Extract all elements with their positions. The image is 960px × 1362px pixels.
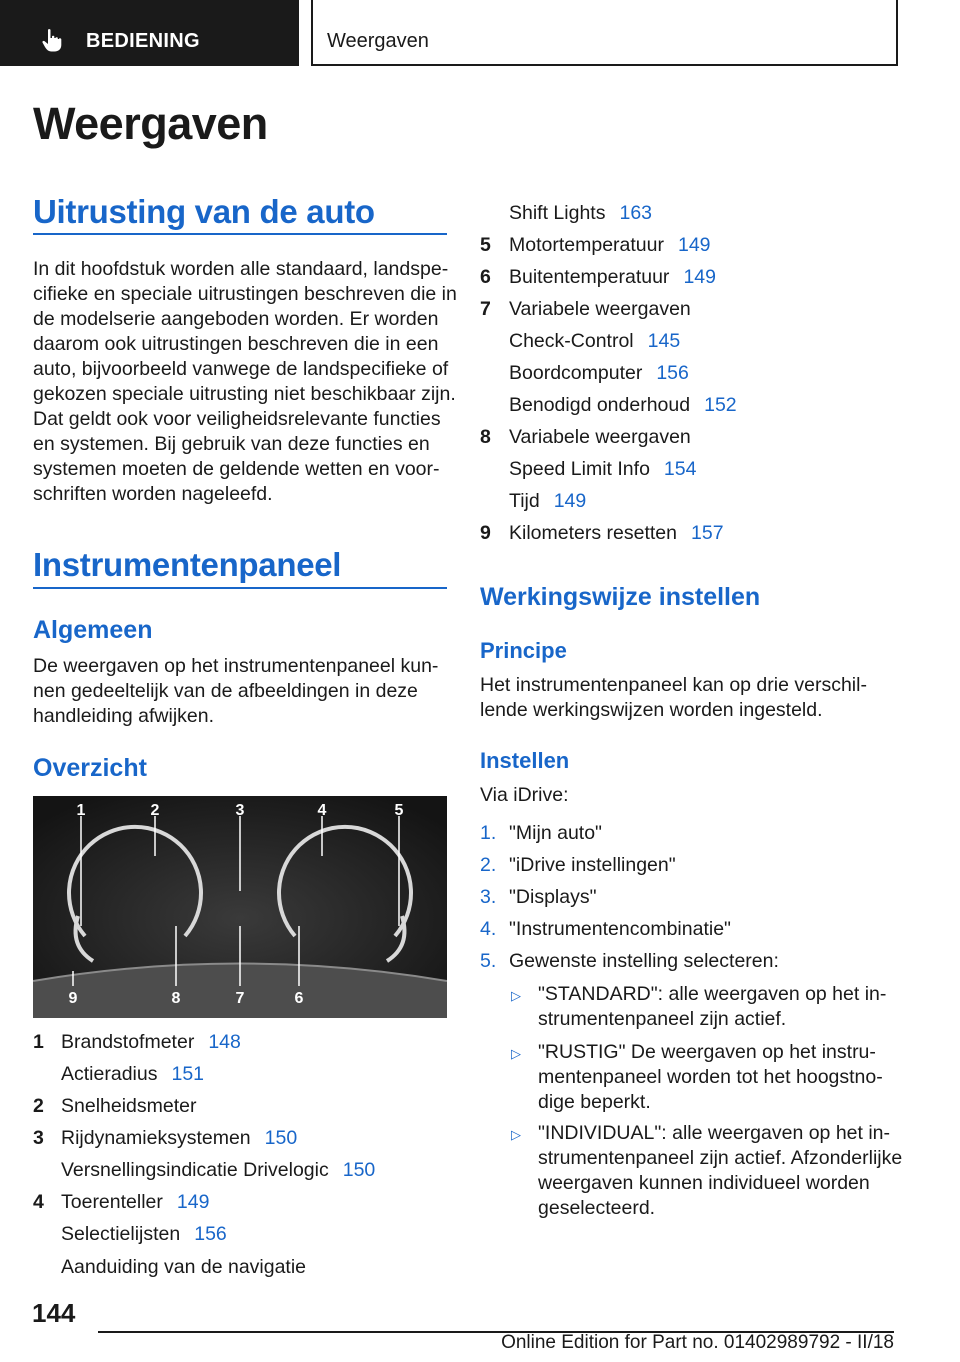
- legend-item: Variabele weergaven: [509, 426, 691, 448]
- callout-9: 9: [68, 990, 78, 1007]
- footer-edition: Online Edition for Part no. 01402989792 - II/18: [501, 1332, 894, 1353]
- legend-number: 4: [33, 1191, 44, 1213]
- step-text: "Displays": [509, 886, 597, 908]
- callout-6: 6: [294, 990, 304, 1007]
- equipment-paragraph: In dit hoofdstuk worden alle standaard, landspe- cifieke en speciale uitrustingen beschreven die in de modelserie aangeboden worden. Er worden daarom ook uitrustingen beschreven die in een auto, bijvoorbeeld vanwege de landspecifieke of gekozen speciale uitrusting niet beschikbaar zijn. Dat geldt ook voor veiligheidsrelevante functies en systemen. Bij gebruik van deze functies en systemen moeten de geldende wetten en voor- schriften worden nageleefd.: [33, 258, 457, 505]
- overview-heading: Overzicht: [33, 754, 147, 782]
- legend-item: Brandstofmeter 148: [61, 1031, 241, 1053]
- triangle-bullet-icon: ▷: [511, 988, 521, 1003]
- page-ref-link[interactable]: 149: [677, 234, 711, 256]
- legend-number: 5: [480, 234, 491, 256]
- page-ref-link[interactable]: 156: [656, 362, 689, 384]
- page-title: Weergaven: [33, 98, 268, 149]
- legend-item: Variabele weergaven: [509, 298, 691, 320]
- panel-heading: Instrumentenpaneel: [33, 546, 342, 583]
- callout-8: 8: [171, 990, 181, 1007]
- legend-item: Snelheidsmeter: [61, 1095, 197, 1117]
- principle-paragraph: Het instrumentenpaneel kan op drie verschil- lende werkingswijzen worden ingesteld.: [480, 674, 867, 721]
- page-ref-link[interactable]: 150: [264, 1127, 298, 1149]
- step-number: 5.: [480, 950, 497, 972]
- step-text: "Mijn auto": [509, 822, 602, 844]
- legend-number: 6: [480, 266, 491, 288]
- callout-4: 4: [317, 802, 327, 819]
- legend-item: Shift Lights 163: [509, 202, 653, 224]
- step-text: "Instrumentencombinatie": [509, 918, 731, 940]
- page-ref-link[interactable]: 149: [553, 490, 587, 512]
- page-number: 144: [32, 1298, 76, 1328]
- legend-item: Check-Control 145: [509, 330, 681, 352]
- equipment-heading: Uitrusting van de auto: [33, 193, 375, 230]
- option-individual: "INDIVIDUAL": alle weergaven op het in- strumentenpaneel zijn actief. Afzonderlijke weergaven kunnen individueel worden geselecteerd.: [538, 1122, 903, 1219]
- legend-number: 2: [33, 1095, 44, 1117]
- page-ref-link[interactable]: 148: [208, 1031, 241, 1053]
- option-rustig: "RUSTIG" De weergaven op het instru- mentenpaneel worden tot het hoogstno- dige beperkt.: [538, 1041, 883, 1113]
- step-number: 3.: [480, 886, 497, 908]
- legend-item: Tijd 149: [509, 490, 587, 512]
- mode-heading: Werkingswijze instellen: [480, 583, 761, 611]
- page-ref-link[interactable]: 151: [171, 1063, 205, 1085]
- page-ref-link[interactable]: 157: [691, 522, 724, 544]
- legend-number: 8: [480, 426, 491, 448]
- legend-number: 3: [33, 1127, 44, 1149]
- panel-heading-rule: [33, 587, 447, 589]
- topic-header: [311, 0, 898, 66]
- section-tab: [0, 0, 299, 66]
- legend-number: 7: [480, 298, 491, 320]
- legend-item: Toerenteller 149: [61, 1191, 210, 1213]
- legend-item: Speed Limit Info 154: [509, 458, 697, 480]
- page-ref-link[interactable]: 150: [342, 1159, 376, 1181]
- step-text: Gewenste instelling selecteren:: [509, 950, 779, 972]
- page-ref-link[interactable]: 149: [683, 266, 716, 288]
- legend-item: Rijdynamieksystemen 150: [61, 1127, 298, 1149]
- settings-heading: Instellen: [480, 748, 570, 773]
- legend-item: Versnellingsindicatie Drivelogic 150: [61, 1159, 376, 1181]
- legend-item: Kilometers resetten 157: [509, 522, 724, 544]
- legend-item: Buitentemperatuur 149: [509, 266, 716, 288]
- step-text: "iDrive instellingen": [509, 854, 676, 876]
- general-paragraph: De weergaven op het instrumentenpaneel kun- nen gedeeltelijk van de afbeeldingen in deze handleiding afwijken.: [33, 655, 439, 727]
- page-ref-link[interactable]: 145: [647, 330, 681, 352]
- step-number: 4.: [480, 918, 497, 940]
- page-ref-link[interactable]: 152: [704, 394, 737, 416]
- callout-2: 2: [150, 802, 160, 819]
- step-number: 2.: [480, 854, 497, 876]
- legend-item: Selectielijsten 156: [61, 1223, 227, 1245]
- triangle-bullet-icon: ▷: [511, 1127, 521, 1142]
- via-idrive: Via iDrive:: [480, 784, 569, 806]
- section-tab-label: BEDIENING: [86, 30, 200, 52]
- page-ref-link[interactable]: 149: [176, 1191, 210, 1213]
- step-number: 1.: [480, 822, 497, 844]
- legend-item: Motortemperatuur 149: [509, 234, 711, 256]
- callout-5: 5: [394, 802, 404, 819]
- legend-number: 9: [480, 522, 491, 544]
- principle-heading: Principe: [480, 638, 567, 663]
- page-ref-link[interactable]: 154: [663, 458, 697, 480]
- equipment-heading-rule: [33, 233, 447, 235]
- page-ref-link[interactable]: 156: [194, 1223, 227, 1245]
- topic-header-label: Weergaven: [327, 30, 429, 52]
- callout-1: 1: [76, 802, 86, 819]
- legend-number: 1: [33, 1031, 44, 1053]
- hand-pointer-icon: [42, 28, 64, 52]
- general-heading: Algemeen: [33, 616, 153, 644]
- callout-7: 7: [235, 990, 245, 1007]
- callout-3: 3: [235, 802, 245, 819]
- instrument-cluster-image: [33, 796, 447, 1018]
- page-ref-link[interactable]: 163: [619, 202, 653, 224]
- triangle-bullet-icon: ▷: [511, 1046, 521, 1061]
- option-standard: "STANDARD": alle weergaven op het in- strumentenpaneel zijn actief.: [538, 983, 887, 1030]
- legend-item: Aanduiding van de navigatie: [61, 1256, 307, 1278]
- legend-item: Actieradius 151: [61, 1063, 205, 1085]
- legend-item: Benodigd onderhoud 152: [509, 394, 737, 416]
- legend-item: Boordcomputer 156: [509, 362, 689, 384]
